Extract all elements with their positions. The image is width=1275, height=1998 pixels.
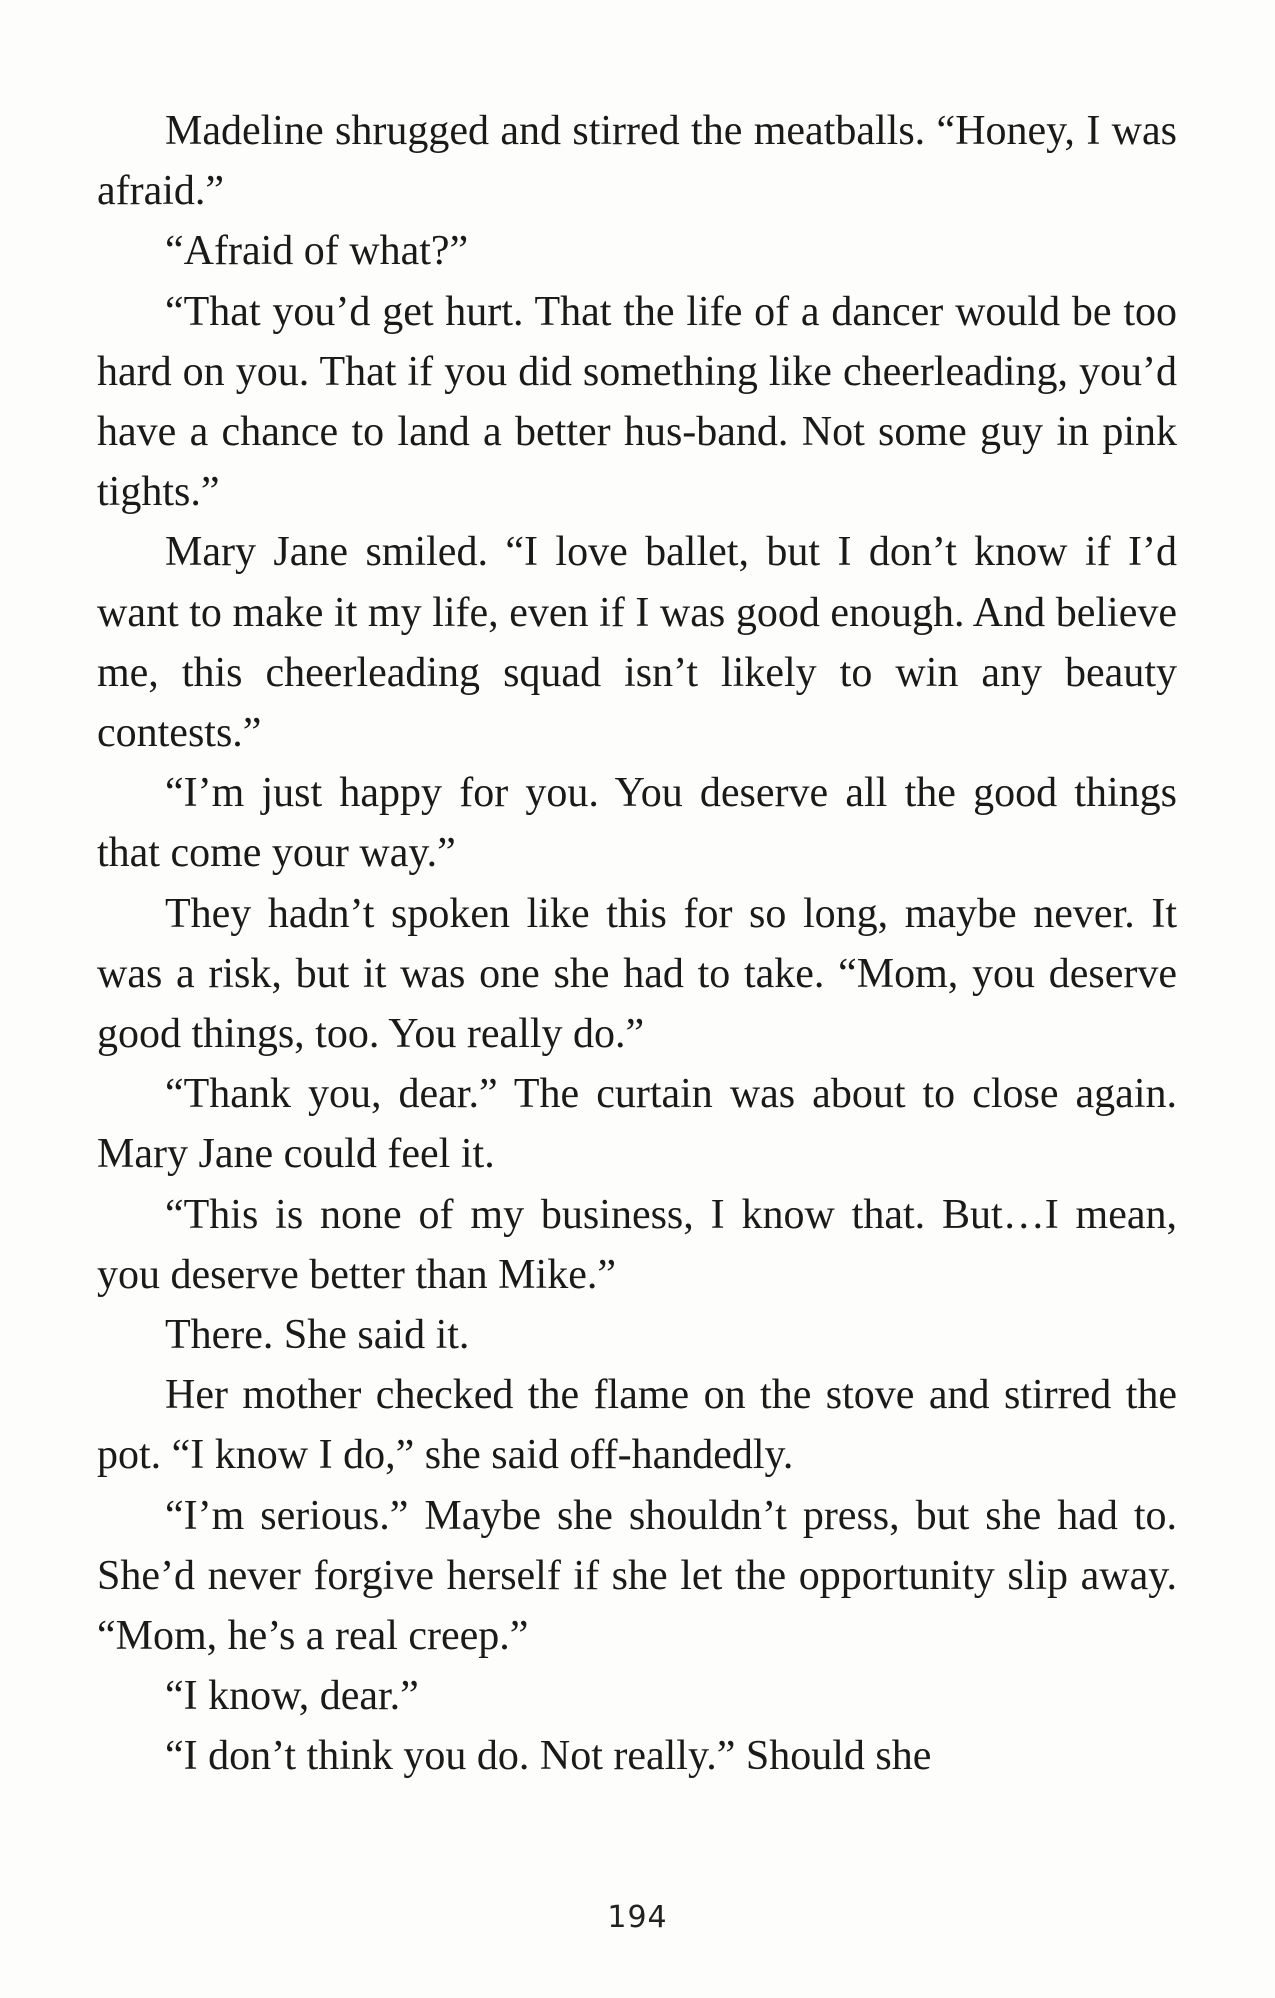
paragraph: “I know, dear.” xyxy=(165,1673,419,1720)
paragraph: “I don’t think you do. Not really.” Should she xyxy=(165,1733,932,1780)
paragraph: “This is none of my business, I know that. But…I mean, you deserve better than Mike.” xyxy=(97,1191,1177,1298)
paragraph: “That you’d get hurt. That the life of a dancer would be too hard on you. That if you did something like cheerleading, you’d have a chance to land a better hus-band. Not some guy in pink tights.” xyxy=(97,288,1177,516)
paragraph: Mary Jane smiled. “I love ballet, but I don’t know if I’d want to make it my life, even if I was good enough. And believe me, this cheerleading squad isn’t likely to win any beauty contests.” xyxy=(97,529,1177,757)
paragraph: “I’m just happy for you. You deserve all the good things that come your way.” xyxy=(97,770,1177,877)
paragraph: Her mother checked the flame on the stove and stirred the pot. “I know I do,” she said off-handedly. xyxy=(97,1372,1177,1479)
body-text xyxy=(97,101,1177,1787)
paragraph: “Thank you, dear.” The curtain was about to close again. Mary Jane could feel it. xyxy=(97,1071,1177,1178)
paragraph: They hadn’t spoken like this for so long, maybe never. It was a risk, but it was one she had to take. “Mom, you deserve good things, too. You really do.” xyxy=(97,890,1177,1058)
paragraph: “I’m serious.” Maybe she shouldn’t press, but she had to. She’d never forgive herself if she let the opportunity slip away. “Mom, he’s a real creep.” xyxy=(97,1492,1177,1660)
paragraph: “Afraid of what?” xyxy=(165,228,469,275)
paragraph: There. She said it. xyxy=(165,1312,470,1359)
paragraph: Madeline shrugged and stirred the meatballs. “Honey, I was afraid.” xyxy=(97,108,1177,215)
page-number: 194 xyxy=(607,1900,668,1935)
